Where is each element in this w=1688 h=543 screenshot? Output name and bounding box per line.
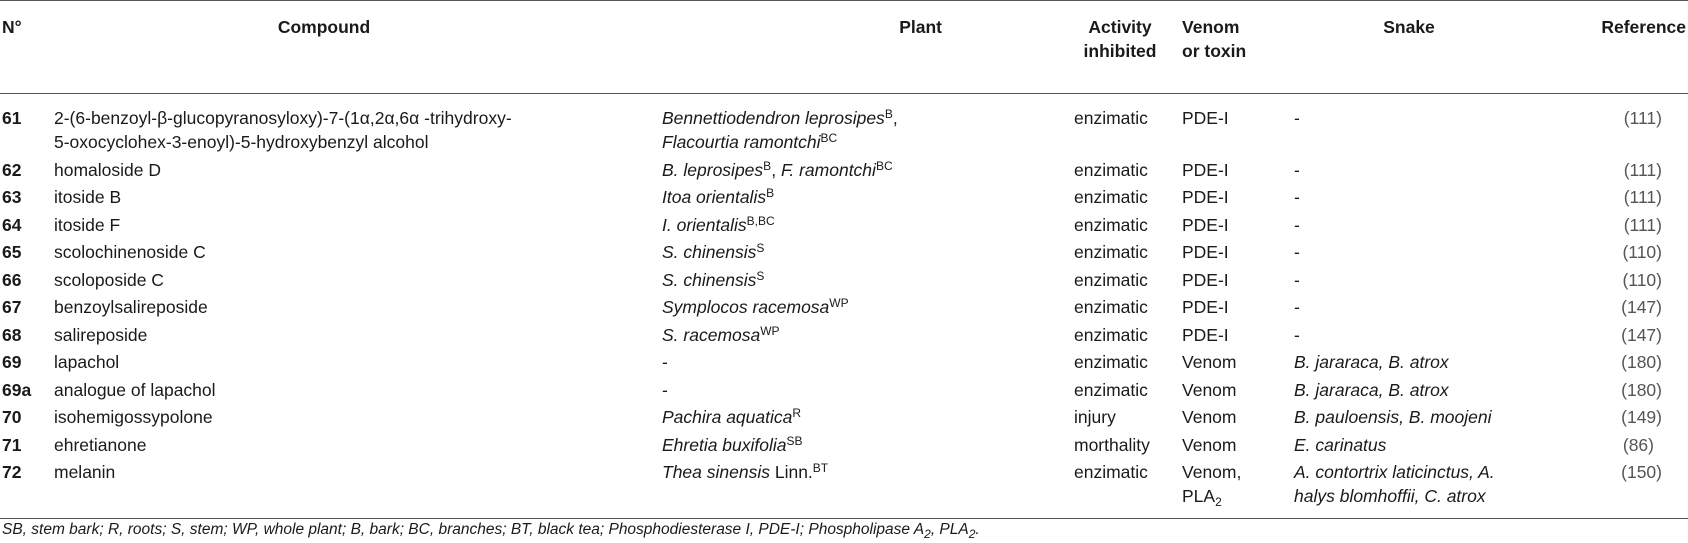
row-snake: -: [1294, 297, 1300, 317]
row-num: 72: [2, 462, 22, 482]
table-row: [0, 431, 1688, 459]
table-row: [0, 238, 1688, 266]
row-plant: [658, 403, 1072, 431]
header-num: N°: [2, 17, 22, 37]
plant-sup: B: [884, 107, 893, 121]
row-snake: [1286, 458, 1552, 519]
row-ref: (180): [1621, 352, 1662, 372]
plant-sup: S: [756, 241, 765, 255]
row-compound: melanin: [54, 462, 116, 482]
row-compound: scolochinenoside C: [54, 242, 206, 262]
row-num: 63: [2, 187, 22, 207]
plant-name: Bennettiodendron leprosipes: [662, 108, 885, 128]
row-snake: B. pauloensis, B. moojeni: [1294, 407, 1492, 427]
plant-name: Symplocos racemosa: [662, 297, 830, 317]
table-row: [0, 403, 1688, 431]
row-ref: (147): [1621, 324, 1662, 345]
table-row: [0, 266, 1688, 294]
row-num: 70: [2, 407, 22, 427]
table-row: [0, 293, 1688, 321]
table-row: [0, 211, 1688, 239]
row-plant: [658, 431, 1072, 459]
row-snake: -: [1294, 242, 1300, 262]
footnote-end: .: [975, 521, 980, 538]
plant-sup: S: [756, 268, 765, 283]
row-activity: morthality: [1074, 434, 1150, 455]
row-num: 62: [2, 159, 22, 180]
row-venom: Venom: [1182, 407, 1237, 427]
row-compound: salireposide: [54, 324, 148, 345]
footnote-text: SB, stem bark; R, roots; S, stem; WP, whole plant; B, bark; BC, branches; BT, black tea; Phosphodiesterase I, PDE-I; Phospholipase A: [2, 521, 925, 538]
plant-sup: B: [766, 186, 775, 200]
row-num: 69a: [2, 379, 32, 400]
table-row: [0, 348, 1688, 376]
table-header-row: [0, 1, 1688, 94]
table-row: [0, 458, 1688, 519]
row-venom: PDE-I: [1182, 269, 1229, 290]
header-venom-line1: Venom: [1182, 17, 1240, 37]
row-compound: analogue of lapachol: [54, 379, 216, 400]
row-ref: (86): [1622, 434, 1654, 455]
row-plant: [658, 321, 1072, 349]
compound-line2: 5-oxocyclohex-3-enoyl)-5-hydroxybenzyl alcohol: [54, 132, 429, 152]
row-venom: PDE-I: [1182, 242, 1229, 262]
row-ref: (147): [1621, 297, 1662, 317]
row-plant: [658, 156, 1072, 184]
row-plant: [658, 211, 1072, 239]
table-row: [0, 321, 1688, 349]
row-snake: -: [1294, 108, 1300, 128]
row-snake: E. carinatus: [1294, 434, 1387, 455]
plant-sup: SB: [786, 433, 803, 448]
venom-line2: PLA: [1182, 486, 1216, 506]
plant-name: I. orientalis: [662, 214, 747, 235]
plant-sup: WP: [829, 296, 849, 310]
row-num: 68: [2, 324, 22, 345]
row-plant: -: [662, 379, 668, 400]
plant-sup: B: [763, 158, 772, 173]
row-num: 61: [2, 108, 22, 128]
row-ref: (180): [1621, 379, 1662, 400]
row-plant: [658, 458, 1072, 519]
plant-name-2: F. ramontchi: [780, 159, 876, 180]
snake-line1: A. contortrix laticinctus, A.: [1294, 462, 1495, 482]
row-compound: scoloposide C: [54, 269, 164, 290]
plant-sup: WP: [760, 323, 780, 338]
row-snake: -: [1294, 187, 1300, 207]
row-activity: enzimatic: [1074, 187, 1148, 207]
plant-name: S. chinensis: [662, 242, 757, 262]
header-venom-line2: or toxin: [1182, 41, 1247, 61]
footnote-sub-1: 2: [924, 527, 931, 541]
header-plant: Plant: [899, 17, 942, 37]
header-snake: Snake: [1383, 17, 1435, 37]
venom-line2-sub: 2: [1215, 495, 1222, 509]
plant-sup: R: [792, 406, 802, 420]
footnote-sub-2: 2: [968, 527, 976, 541]
venom-line1: Venom,: [1182, 462, 1242, 482]
row-num: 64: [2, 214, 22, 235]
row-compound: isohemigossypolone: [54, 407, 213, 427]
table-row: [0, 183, 1688, 211]
row-venom: Venom: [1182, 352, 1237, 372]
table-row: [0, 94, 1688, 156]
plant-authority: Linn.: [769, 462, 813, 482]
row-plant: -: [662, 352, 668, 372]
header-venom: [1168, 1, 1286, 94]
plant-name: Ehretia buxifolia: [662, 434, 787, 455]
row-plant: [658, 94, 1072, 156]
row-snake: -: [1294, 269, 1300, 290]
row-snake: -: [1294, 324, 1300, 345]
plant-suffix: ,: [771, 159, 777, 180]
row-ref: (111): [1623, 159, 1662, 180]
row-ref: (111): [1623, 108, 1662, 128]
table-row: [0, 156, 1688, 184]
header-activity-line1: Activity: [1088, 17, 1152, 37]
plant-suffix: ,: [892, 108, 898, 128]
compound-line1: 2-(6-benzoyl-β-glucopyranosyloxy)-7-(1α,2α,6α -trihydroxy-: [54, 108, 512, 128]
row-ref: (149): [1621, 407, 1662, 427]
row-venom: Venom: [1182, 434, 1237, 455]
row-num: 67: [2, 297, 22, 317]
row-compound: itoside F: [54, 214, 121, 235]
plant-sup-2: BC: [875, 158, 893, 173]
row-activity: enzimatic: [1074, 462, 1148, 482]
plant-name: Pachira aquatica: [662, 407, 793, 427]
row-ref: (111): [1623, 187, 1662, 207]
table-footnote: [2, 521, 980, 539]
row-venom: PDE-I: [1182, 159, 1229, 180]
snake-line2: halys blomhoffii, C. atrox: [1294, 486, 1486, 506]
plant-name-2: Flacourtia ramontchi: [662, 132, 821, 152]
row-compound: homaloside D: [54, 159, 161, 180]
row-num: 66: [2, 269, 22, 290]
row-plant: [658, 183, 1072, 211]
header-reference: Reference: [1601, 17, 1686, 37]
row-venom: PDE-I: [1182, 108, 1229, 128]
row-ref: (110): [1622, 269, 1662, 290]
row-activity: enzimatic: [1074, 352, 1148, 372]
row-num: 69: [2, 352, 22, 372]
row-activity: enzimatic: [1074, 379, 1148, 400]
header-compound: Compound: [277, 17, 371, 37]
header-activity-line2: inhibited: [1083, 41, 1157, 61]
row-activity: enzimatic: [1074, 269, 1148, 290]
row-plant: [658, 293, 1072, 321]
row-ref: (110): [1622, 242, 1662, 262]
row-snake: -: [1294, 214, 1300, 235]
row-venom: Venom: [1182, 379, 1237, 400]
plant-sup-2: BC: [820, 131, 838, 145]
header-activity: [1072, 1, 1168, 94]
row-compound: lapachol: [54, 352, 120, 372]
footnote-mid: , PLA: [930, 521, 969, 538]
row-ref: (111): [1623, 214, 1662, 235]
plant-name: Itoa orientalis: [662, 187, 767, 207]
row-activity: enzimatic: [1074, 214, 1148, 235]
row-activity: enzimatic: [1074, 108, 1148, 128]
row-activity: injury: [1074, 407, 1116, 427]
row-venom: PDE-I: [1182, 187, 1229, 207]
row-venom: PDE-I: [1182, 297, 1229, 317]
row-activity: enzimatic: [1074, 324, 1148, 345]
row-num: 71: [2, 434, 22, 455]
row-activity: enzimatic: [1074, 159, 1148, 180]
row-compound: [50, 94, 658, 156]
row-compound: benzoylsalireposide: [54, 297, 208, 317]
row-snake: -: [1294, 159, 1300, 180]
row-venom: [1168, 458, 1286, 519]
row-snake: B. jararaca, B. atrox: [1294, 379, 1449, 400]
plant-name: B. leprosipes: [662, 159, 764, 180]
row-ref: (150): [1621, 462, 1662, 482]
row-venom: PDE-I: [1182, 324, 1229, 345]
row-compound: ehretianone: [54, 434, 147, 455]
row-activity: enzimatic: [1074, 242, 1148, 262]
table-row: [0, 376, 1688, 404]
row-venom: PDE-I: [1182, 214, 1229, 235]
row-activity: enzimatic: [1074, 297, 1148, 317]
row-plant: [658, 238, 1072, 266]
plant-name: S. chinensis: [662, 269, 757, 290]
plant-name: Thea sinensis: [662, 462, 770, 482]
plant-sup: BT: [812, 461, 829, 475]
plant-name: S. racemosa: [662, 324, 761, 345]
row-snake: B. jararaca, B. atrox: [1294, 352, 1449, 372]
row-plant: [658, 266, 1072, 294]
plant-sup: B,BC: [746, 213, 775, 228]
row-compound: itoside B: [54, 187, 122, 207]
row-num: 65: [2, 242, 22, 262]
